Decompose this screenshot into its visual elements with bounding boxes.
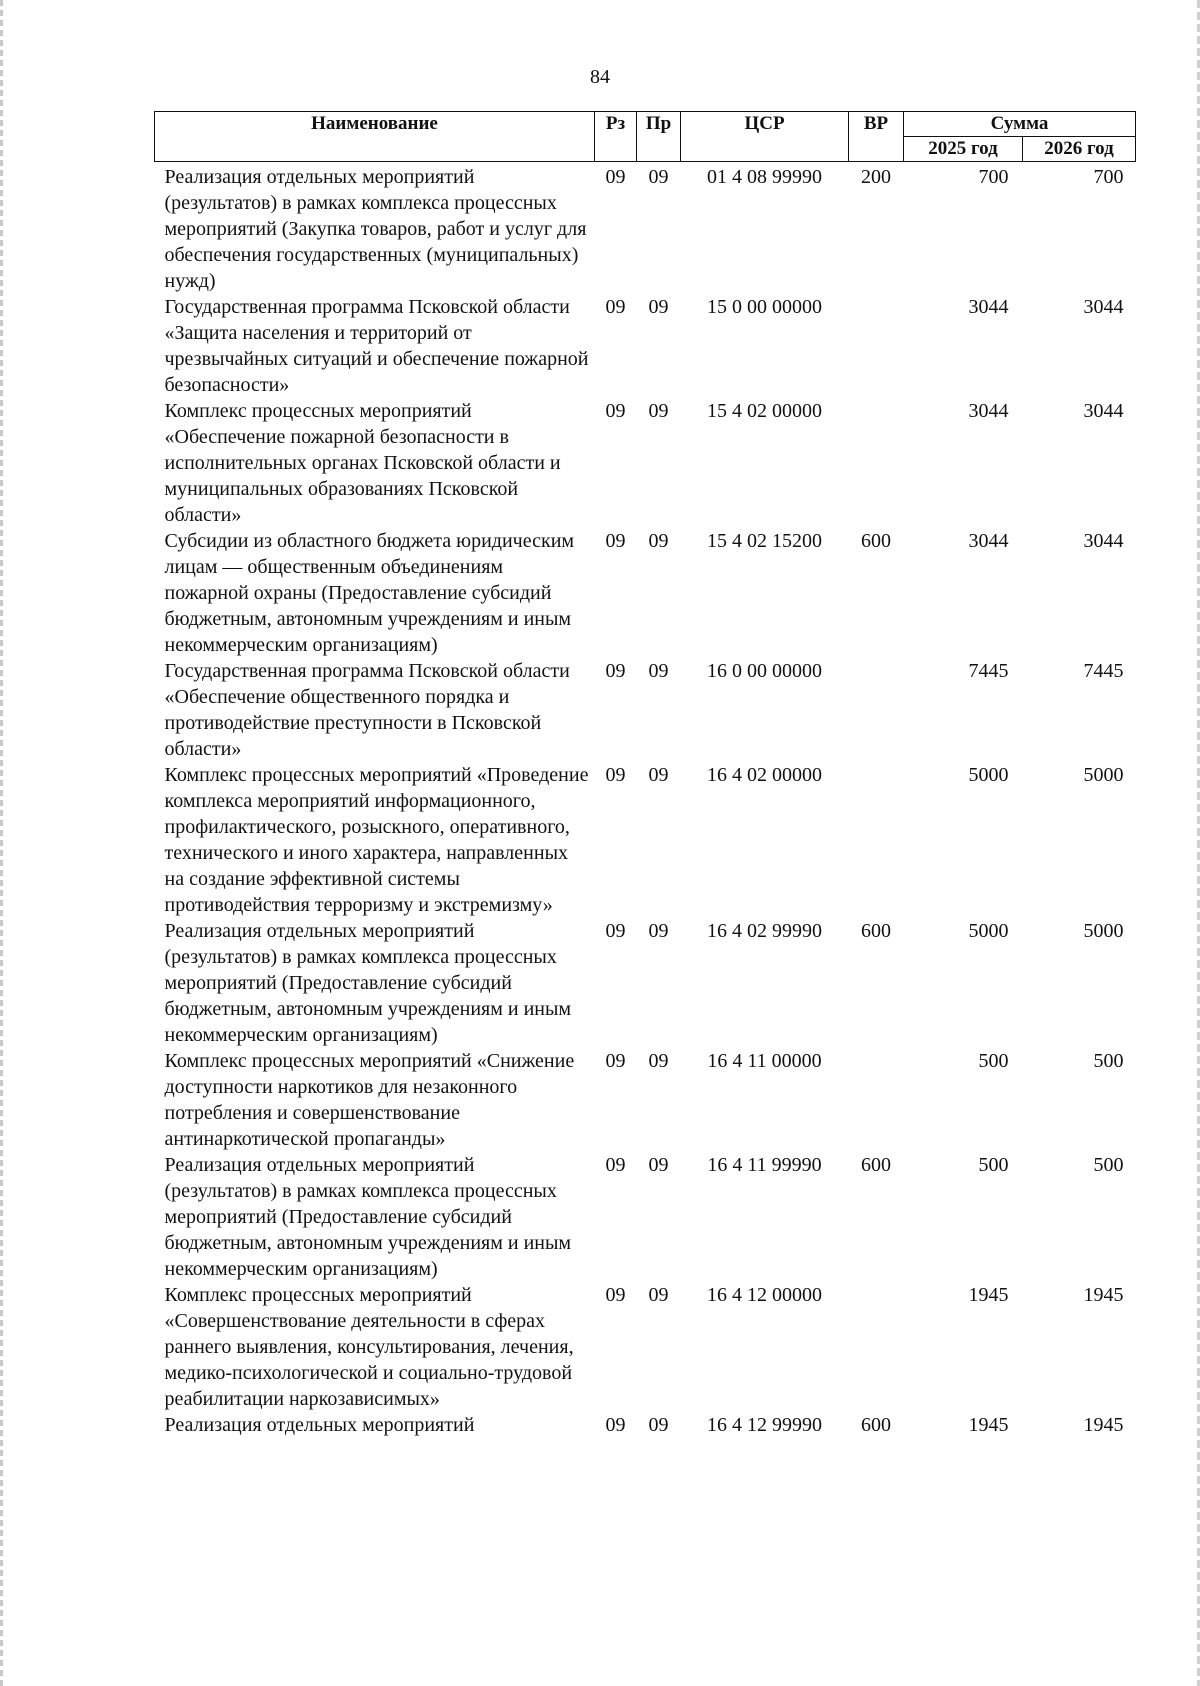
row-vr: 600 [861,530,891,552]
row-pr: 09 [648,400,669,422]
row-rz: 09 [605,400,626,422]
row-pr: 09 [648,1154,669,1176]
row-csr: 16 4 12 99990 [707,1414,822,1436]
header-name: Наименование [155,112,595,162]
row-amount-2026: 700 [1093,166,1124,188]
header-csr: ЦСР [681,112,849,162]
row-vr [849,1048,904,1152]
row-amount-2025: 3044 [968,296,1009,318]
row-csr: 16 4 02 00000 [707,764,822,786]
row-amount-2025: 1945 [968,1284,1009,1306]
row-amount-2025: 7445 [968,660,1009,682]
row-amount-2025: 500 [978,1050,1009,1072]
row-pr: 09 [648,530,669,552]
row-rz: 09 [605,660,626,682]
row-csr: 16 0 00 00000 [707,660,822,682]
row-name: Комплекс процессных мероприятий «Совершенствование деятельности в сферах раннего выявления, консультирования, лечения, медико-психологической и социально-трудовой реабилитации наркозависимых» [164,1284,574,1410]
row-rz: 09 [605,1414,626,1436]
row-vr: 200 [861,166,891,188]
table-row [155,528,1136,658]
row-vr [849,398,904,528]
row-amount-2026: 500 [1093,1050,1124,1072]
header-2025: 2025 год [904,137,1023,162]
row-amount-2025: 3044 [968,530,1009,552]
row-rz: 09 [605,1284,626,1306]
row-name: Реализация отдельных мероприятий (результатов) в рамках комплекса процессных мероприятий (Предоставление субсидий бюджетным, автономным учреждениям и иным некоммерческим организациям) [164,920,572,1046]
row-vr [849,762,904,918]
table-row [155,1152,1136,1282]
row-amount-2026: 1945 [1083,1414,1124,1436]
row-name: Государственная программа Псковской области «Обеспечение общественного порядка и противодействие преступности в Псковской области» [164,660,570,760]
row-pr: 09 [648,1050,669,1072]
header-sum: Сумма [904,112,1136,137]
row-amount-2025: 1945 [968,1414,1009,1436]
row-name: Комплекс процессных мероприятий «Снижение доступности наркотиков для незаконного потребления и совершенствование антинаркотической пропаганды» [164,1050,575,1150]
row-vr: 600 [861,1154,891,1176]
row-pr: 09 [648,296,669,318]
scan-left-edge [0,0,3,1686]
row-name: Комплекс процессных мероприятий «Обеспечение пожарной безопасности в исполнительных органах Псковской области и муниципальных образованиях Псковской области» [164,400,561,526]
row-pr: 09 [648,166,669,188]
row-name: Реализация отдельных мероприятий (результатов) в рамках комплекса процессных мероприятий (Закупка товаров, работ и услуг для обеспечения государственных (муниципальных) нужд) [164,166,587,292]
row-amount-2026: 3044 [1083,530,1124,552]
row-amount-2026: 7445 [1083,660,1124,682]
row-amount-2026: 500 [1093,1154,1124,1176]
row-csr: 15 4 02 00000 [707,400,822,422]
header-vr: ВР [849,112,904,162]
header-rz: Рз [595,112,637,162]
row-rz: 09 [605,530,626,552]
budget-table [154,111,1136,1438]
table-row [155,1282,1136,1412]
row-pr: 09 [648,660,669,682]
table-row [155,162,1136,295]
row-amount-2026: 3044 [1083,400,1124,422]
row-name: Комплекс процессных мероприятий «Проведение комплекса мероприятий информационного, профилактического, розыскного, оперативного, технического и иного характера, направленных на создание эффективной системы противодействия терроризму и экстремизму» [164,764,589,916]
row-amount-2026: 5000 [1083,920,1124,942]
row-rz: 09 [605,920,626,942]
row-rz: 09 [605,296,626,318]
row-csr: 16 4 11 00000 [707,1050,822,1072]
row-amount-2026: 1945 [1083,1284,1124,1306]
page-number: 84 [590,66,610,88]
row-csr: 15 4 02 15200 [707,530,822,552]
row-amount-2026: 3044 [1083,296,1124,318]
row-amount-2025: 5000 [968,920,1009,942]
table-row [155,294,1136,398]
row-pr: 09 [648,920,669,942]
row-csr: 16 4 12 00000 [707,1284,822,1306]
row-amount-2025: 3044 [968,400,1009,422]
row-name: Реализация отдельных мероприятий [164,1414,475,1436]
row-name: Государственная программа Псковской области «Защита населения и территорий от чрезвычайных ситуаций и обеспечение пожарной безопасности» [164,296,589,396]
table-row [155,398,1136,528]
row-vr [849,658,904,762]
row-amount-2025: 5000 [968,764,1009,786]
row-amount-2025: 500 [978,1154,1009,1176]
row-csr: 01 4 08 99990 [707,166,822,188]
row-rz: 09 [605,166,626,188]
table-header [155,112,1136,162]
row-rz: 09 [605,1154,626,1176]
table-row [155,918,1136,1048]
row-pr: 09 [648,1414,669,1436]
table-row [155,1412,1136,1438]
row-csr: 15 0 00 00000 [707,296,822,318]
header-pr: Пр [637,112,681,162]
table-row [155,658,1136,762]
row-csr: 16 4 11 99990 [707,1154,822,1176]
row-amount-2025: 700 [978,166,1009,188]
table-row [155,762,1136,918]
header-2026: 2026 год [1023,137,1136,162]
row-rz: 09 [605,1050,626,1072]
row-name: Субсидии из областного бюджета юридическим лицам — общественным объединениям пожарной охраны (Предоставление субсидий бюджетным, автономным учреждениям и иным некоммерческим организациям) [164,530,575,656]
row-pr: 09 [648,1284,669,1306]
row-name: Реализация отдельных мероприятий (результатов) в рамках комплекса процессных мероприятий (Предоставление субсидий бюджетным, автономным учреждениям и иным некоммерческим организациям) [164,1154,572,1280]
row-vr [849,1282,904,1412]
table-row [155,1048,1136,1152]
row-csr: 16 4 02 99990 [707,920,822,942]
row-amount-2026: 5000 [1083,764,1124,786]
row-vr: 600 [861,920,891,942]
row-pr: 09 [648,764,669,786]
table-body [155,162,1136,1439]
row-vr: 600 [861,1414,891,1436]
row-rz: 09 [605,764,626,786]
row-vr [849,294,904,398]
